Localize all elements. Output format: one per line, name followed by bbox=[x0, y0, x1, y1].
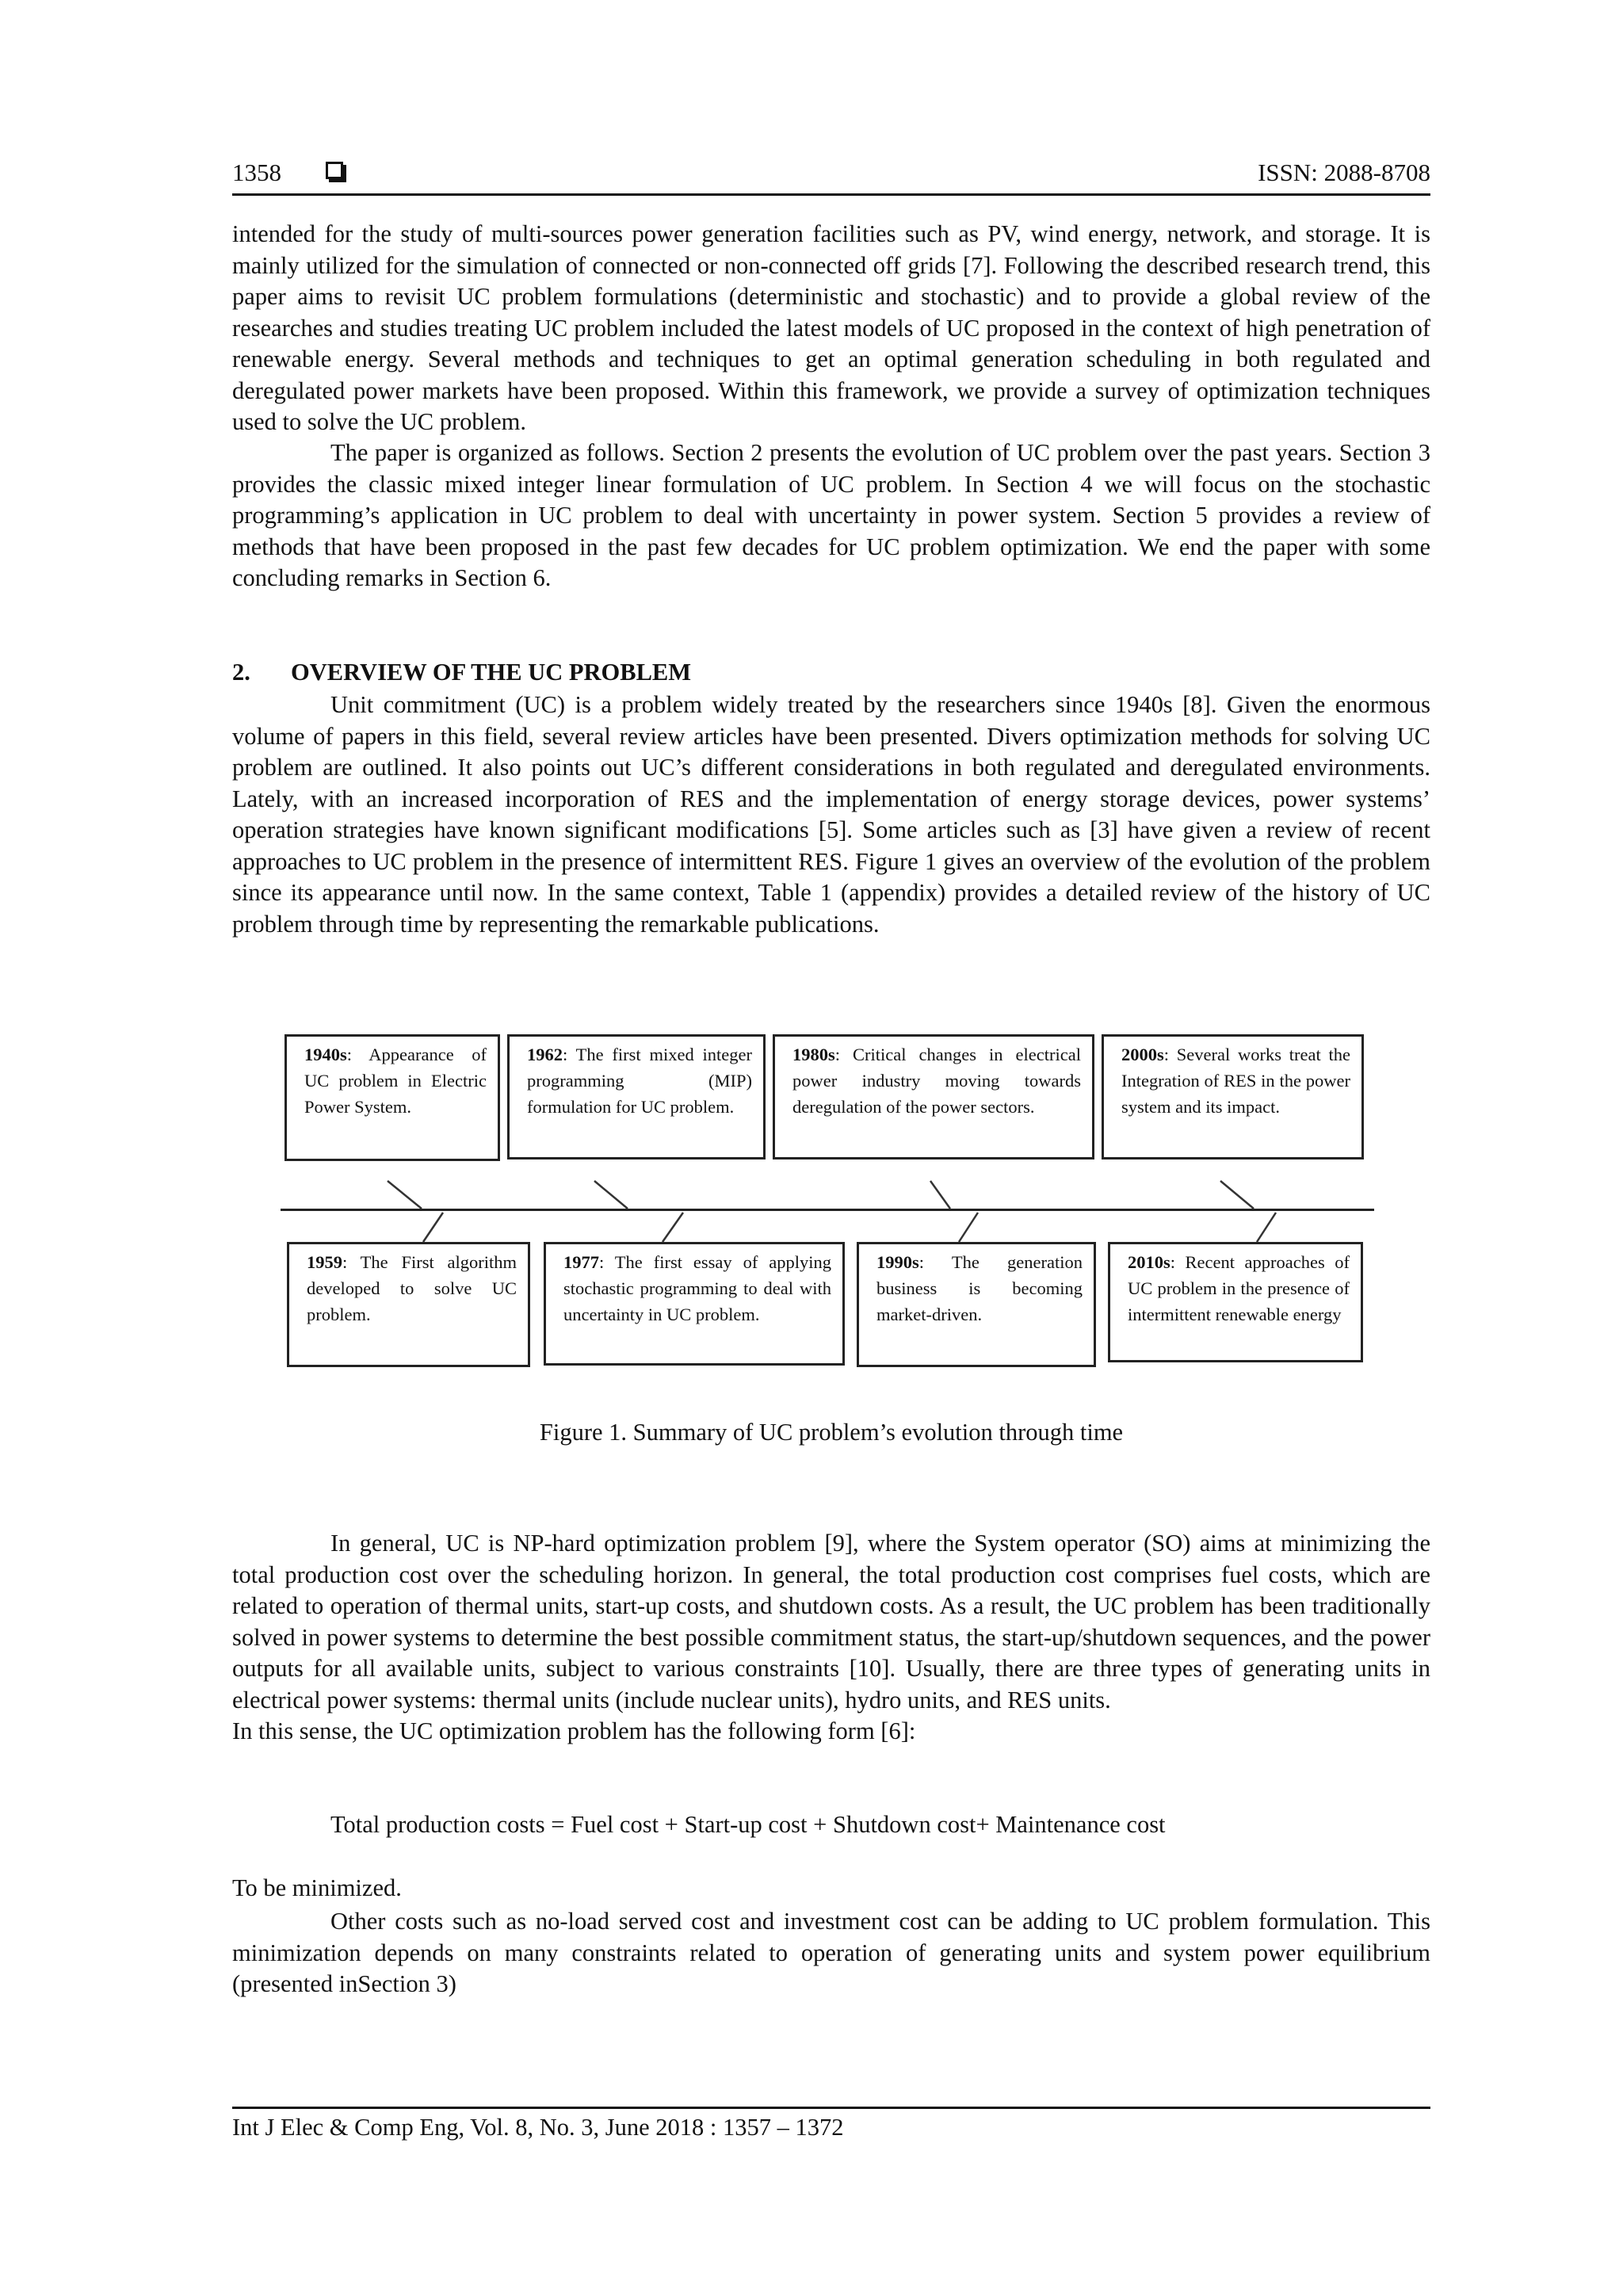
event-2000s: 2000s: Several works treat the Integration of RES in the power system and its impact. bbox=[1102, 1034, 1364, 1159]
checkbox-square-icon bbox=[326, 162, 343, 179]
event-1980s: 1980s: Critical changes in electrical power industry moving towards deregulation of the power sectors. bbox=[773, 1034, 1094, 1159]
figure-timeline bbox=[281, 1034, 1374, 1383]
section-title: OVERVIEW OF THE UC PROBLEM bbox=[291, 659, 692, 686]
section-heading bbox=[232, 659, 691, 686]
paragraph-other-costs: Other costs such as no-load served cost and investment cost can be adding to UC problem formulation. This minimization depends on many constraints related to operation of generating units and system power equilibrium (presented inSection 3) bbox=[232, 1908, 1430, 1997]
event-2010s: 2010s: Recent approaches of UC problem in the presence of intermittent renewable energy bbox=[1108, 1242, 1363, 1362]
paragraph-np-hard bbox=[232, 1528, 1430, 1748]
page-number: 1358 bbox=[232, 159, 281, 186]
event-1959: 1959: The First algorithm developed to solve UC problem. bbox=[287, 1242, 530, 1367]
paragraph-minimized: To be minimized. bbox=[232, 1874, 402, 1901]
paragraph-form-intro: In this sense, the UC optimization problem has the following form [6]: bbox=[232, 1717, 916, 1744]
figure-caption: Figure 1. Summary of UC problem’s evolution through time bbox=[539, 1419, 1124, 1446]
paragraph-organization: The paper is organized as follows. Section 2 presents the evolution of UC problem over the past years. Section 3 provides the classic mixed integer linear formulation of UC problem. In Section 4 we will focus on the stochastic programming’s application in UC problem to deal with uncertainty in power system. Section 5 provides a review of methods that have been proposed in the past few decades for UC problem optimization. We end the paper with some concluding remarks in Section 6. bbox=[232, 439, 1430, 591]
timeline-axis bbox=[281, 1209, 1374, 1211]
header-rule bbox=[232, 193, 1430, 196]
page-header bbox=[232, 152, 1430, 193]
paragraph-overview: Unit commitment (UC) is a problem widely treated by the researchers since 1940s [8]. Given the enormous volume of papers in this field, several review articles have been presented. Divers optimization methods for solving UC problem are outlined. It also points out UC’s different considerations in both regulated and deregulated environments. Lately, with an increased incorporation of RES and the implementation of energy storage devices, power systems’ operation strategies have known significant modifications [5]. Some articles such as [3] have given a review of recent approaches to UC problem in the presence of intermittent RES. Figure 1 gives an overview of the evolution of the problem since its appearance until now. In the same context, Table 1 (appendix) provides a detailed review of the history of UC problem through time by representing the remarkable publications. bbox=[232, 691, 1430, 938]
footer-citation: Int J Elec & Comp Eng, Vol. 8, No. 3, June 2018 : 1357 – 1372 bbox=[232, 2114, 844, 2141]
paragraph-np-hard-text: In general, UC is NP-hard optimization problem [9], where the System operator (SO) aims at minimizing the total production cost over the scheduling horizon. In general, the total production cost comprises fuel costs, which are related to operation of thermal units, start-up costs, and shutdown costs. As a result, the UC problem has been traditionally solved in power systems to determine the best possible commitment status, the start-up/shutdown sequences, and the power outputs for all available units, subject to various constraints [10]. Usually, there are three types of generating units in electrical power systems: thermal units (include nuclear units), hydro units, and RES units. bbox=[232, 1530, 1430, 1713]
cost-formula: Total production costs = Fuel cost + Start-up cost + Shutdown cost+ Maintenance cost bbox=[330, 1811, 1166, 1838]
event-1990s: 1990s: The generation business is becoming market-driven. bbox=[857, 1242, 1096, 1367]
event-1940s: 1940s: Appearance of UC problem in Electric Power System. bbox=[285, 1034, 500, 1161]
event-1962: 1962: The first mixed integer programming (MIP) formulation for UC problem. bbox=[507, 1034, 766, 1159]
event-1977: 1977: The first essay of applying stochastic programming to deal with uncertainty in UC problem. bbox=[544, 1242, 845, 1366]
paragraph-intro: intended for the study of multi-sources power generation facilities such as PV, wind energy, network, and storage. It is mainly utilized for the simulation of connected or non-connected off grids [7]. Following the described research trend, this paper aims to revisit UC problem formulations (deterministic and stochastic) and to provide a global review of the researches and studies treating UC problem included the latest models of UC proposed in the context of high penetration of renewable energy. Several methods and techniques to get an optimal generation scheduling in both regulated and deregulated power markets have been proposed. Within this framework, we provide a survey of optimization techniques used to solve the UC problem. bbox=[232, 220, 1430, 435]
footer-rule bbox=[232, 2107, 1430, 2109]
issn: ISSN: 2088-8708 bbox=[1258, 159, 1430, 186]
section-number: 2. bbox=[232, 659, 250, 686]
